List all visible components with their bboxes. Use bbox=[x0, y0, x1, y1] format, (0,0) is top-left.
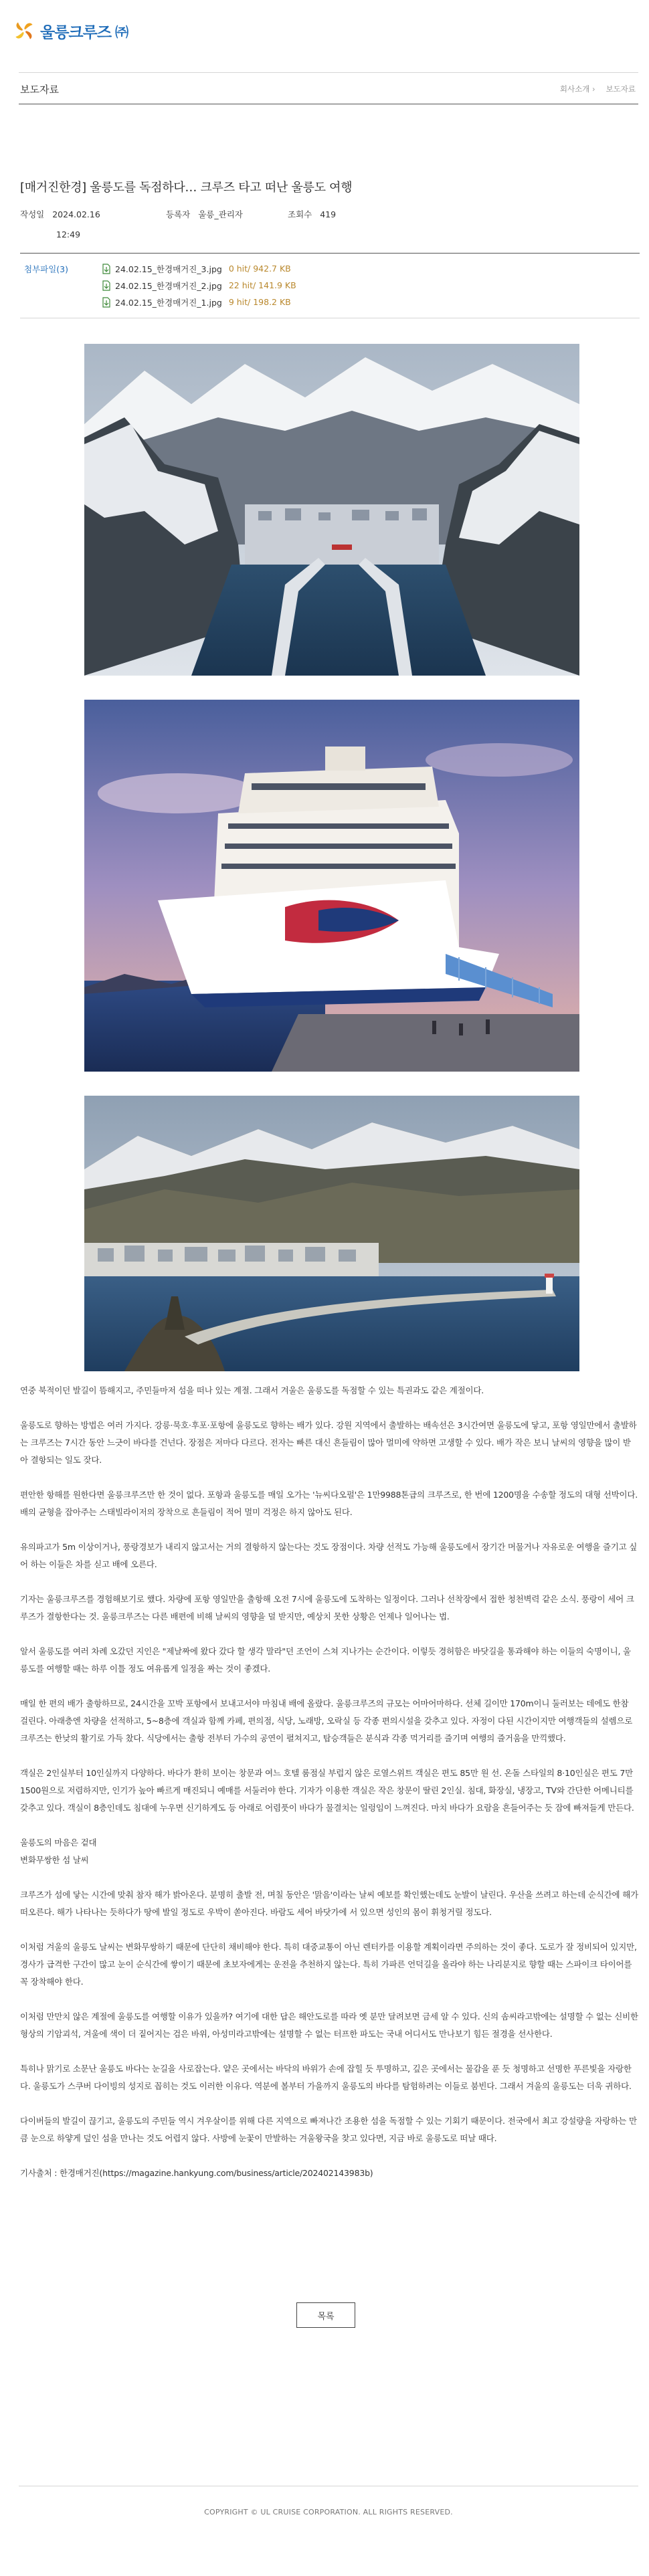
article-paragraph: 객실은 2인실부터 10인실까지 다양하다. 바다가 환히 보이는 창문과 여느 호텔 룸점실 부럽지 않은 로열스위트 객실은 편도 85만 원 선. 온돌 스타일의 8·10인실은 편도 7만1500원으로 저렴하지만, 인기가 높아 빠르게 매진되니 예매를 서둘러야 한다. 기자가 이용한 객실은 작은 창문이 딸린 2인실. 침대, 화장실, 냉장고, TV와 간단한 어메니티를 갖추고 있다. 객실이 8층인데도 침대에 누우면 신기하게도 등 아래로 어렴풋이 바다가 물결치는 일렁임이 느껴진다. 마치 바다가 요람을 흔들어주는 듯 잠에 빠져들게 만든다. bbox=[20, 1768, 634, 1813]
attachments-label: 첨부파일(3) bbox=[24, 264, 69, 274]
attachment-info: 22 hit/ 141.9 KB bbox=[228, 280, 296, 290]
sub-navigation bbox=[19, 72, 638, 104]
breadcrumb bbox=[560, 84, 636, 94]
file-download-icon bbox=[102, 264, 111, 274]
chevron-right-icon: › bbox=[591, 84, 595, 94]
site-header bbox=[0, 0, 649, 67]
breadcrumb-item-company[interactable]: 회사소개 › bbox=[559, 84, 595, 94]
site-footer bbox=[19, 2486, 638, 2526]
article-paragraph: 이처럼 만만치 않은 계절에 울릉도를 여행할 이유가 있을까? 여기에 대한 답은 해안도로를 따라 옛 분만 달려보면 금세 알 수 있다. 신의 솜씨라고밖에는 설명할 수 없는 신비한 형상의 기암괴석, 겨울에 색이 더 짙어지는 검은 바위, 아성미라고밖에는 설명할 수 없는 터프한 파도는 국내 어디서도 만나보기 힘든 절경을 선사한다. bbox=[20, 2011, 638, 2039]
file-download-icon bbox=[102, 280, 111, 291]
file-download-icon bbox=[102, 297, 111, 308]
article-body bbox=[20, 1382, 638, 2182]
article-paragraph: 크루즈가 섬에 닿는 시간에 맞춰 참자 해가 밝아온다. 분명히 출발 전, 며칠 동안은 '맑음'이라는 날씨 예보를 확인했는데도 눈발이 날린다. 우산을 쓰려고 하는데 순식간에 해가 떠오른다. 해가 나타나는 듯하다가 땅에 발일 정도로 우박이 쏟아진다. 바람도 세어 바닷가에 서 있으면 성인의 몸이 휘청거릴 정도다. bbox=[20, 1890, 638, 1917]
article-paragraph: 이처럼 겨울의 울릉도 날씨는 변화무쌍하기 때문에 단단히 채비해야 한다. 특히 대중교통이 아닌 렌터카를 이용할 계획이라면 주의하는 것이 좋다. 도로가 잘 정비되어 있지만, 경사가 급격한 구간이 많고 눈이 순식간에 쌓이기 때문에 초보자에게는 운전을 추천하지 않는다. 특히 가파른 언덕길을 올라야 하는 나리분지로 향할 때는 스파이크 타이어를 꼭 장착해야 한다. bbox=[20, 1942, 637, 1987]
views-label: 조회수 bbox=[288, 209, 312, 219]
article-paragraph: 유의파고가 5m 이상이거나, 풍랑경보가 내리지 않고서는 거의 결항하지 않는다는 것도 장점이다. 차량 선적도 가능해 울릉도에서 장기간 머물거나 자유로운 여행을 즐기고 싶어 하는 이들은 차를 싣고 배에 오른다. bbox=[20, 1542, 638, 1569]
attachment-info: 0 hit/ 942.7 KB bbox=[228, 264, 291, 274]
logo-corp-mark: ㈜ bbox=[115, 23, 129, 40]
article-paragraph: 울릉도로 향하는 방법은 여러 가지다. 강릉·묵호·후포·포항에 울릉도로 향하는 배가 있다. 강원 지역에서 출발하는 배속선은 3시간여면 울릉도에 닿고, 포항 영일만에서 출발하는 크루즈는 7시간 동안 느긋이 바다를 건넌다. 장점은 저마다 다르다. 전자는 빠른 대신 흔들림이 많아 멀미에 약하면 고생할 수 있다. 배가 작은 보니 날씨의 영향을 많이 받아 결항되는 일도 잦다. bbox=[20, 1420, 637, 1465]
writer-label: 등록자 bbox=[166, 209, 191, 219]
date-label: 작성일 bbox=[20, 209, 45, 219]
time-value: 12:49 bbox=[56, 229, 81, 239]
section-title: 보도자료 bbox=[20, 84, 59, 96]
article-paragraph: 매일 한 편의 배가 출항하므로, 24시간을 꼬박 포항에서 보내고서야 마침내 배에 올랐다. 울릉크루즈의 규모는 어마어마하다. 선체 길이만 170m이니 둘러보는 데에도 한참 걸린다. 아래층엔 차량을 선적하고, 5~8층에 객실과 함께 카페, 편의점, 식당, 노래방, 오락실 등 각종 편의시설을 갖추고 있다. 자정이 다된 시간이지만 여행객들의 설렘으로 크루즈는 한낮의 활기로 가득 찼다. 식당에서는 출항 전부터 가수의 공연이 펼쳐지고, 탑승객들은 분식과 각종 먹거리를 즐기며 여행의 즐거움을 만끽했다. bbox=[20, 1698, 633, 1743]
meta-views bbox=[288, 205, 336, 225]
attachment-name[interactable]: 24.02.15_한경매거진_2.jpg bbox=[115, 280, 222, 291]
attachment-item[interactable] bbox=[102, 294, 296, 310]
attachment-name[interactable]: 24.02.15_한경매거진_1.jpg bbox=[115, 297, 222, 308]
article-source: 기사출처 : 한경매거진(https://magazine.hankyung.com/business/article/202402143983b) bbox=[20, 2168, 373, 2178]
article-paragraph: 알서 울릉도를 여러 차례 오갔던 지인은 "제날짜에 왔다 갔다 할 생각 말라"던 조언이 스쳐 지나가는 순간이다. 이렇듯 경허함은 바닷길을 통과해야 하는 이들의 숙명이니, 울릉도를 여행할 때는 하루 이틀 정도 여유롭게 일정을 짜는 것이 좋겠다. bbox=[20, 1646, 631, 1674]
article-photo-snowy-port bbox=[84, 344, 579, 676]
date-value: 2024.02.16 bbox=[52, 209, 100, 219]
copyright-text: COPYRIGHT © UL CRUISE CORPORATION. ALL RIGHTS RESERVED. bbox=[204, 2508, 453, 2516]
article-paragraph: 특히나 맑기로 소문난 울릉도 바다는 눈길을 사로잡는다. 얕은 곳에서는 바닥의 바위가 손에 잡힐 듯 투명하고, 깊은 곳에서는 물감을 푼 듯 청명하고 선명한 푸른빛을 자랑한다. 울릉도가 스쿠버 다이빙의 성지로 꼽히는 것도 이러한 이유다. 역분에 볼부터 가을까지 울릉도의 바다를 탐험하려는 이들로 붐빈다. 그래서 겨울의 울릉도는 더욱 귀하다. bbox=[20, 2064, 632, 2091]
logo-text: 울릉크루즈 bbox=[40, 23, 112, 41]
article-photo-cruise-ship bbox=[84, 700, 579, 1072]
article-paragraph: 연중 북적이던 발길이 뜸해지고, 주민들마저 섬을 떠나 있는 계절. 그래서 겨울은 울릉도를 독점할 수 있는 특권과도 같은 계절이다. bbox=[20, 1385, 484, 1395]
meta-writer bbox=[166, 205, 243, 225]
attachments-box bbox=[20, 253, 640, 318]
attachments-list bbox=[102, 260, 296, 310]
site-logo[interactable] bbox=[12, 19, 128, 43]
attachment-item[interactable] bbox=[102, 260, 296, 277]
article-paragraph: 기자는 울릉크루즈를 경험해보기로 했다. 차량에 포항 영일만을 출항해 오전 7시에 울릉도에 도착하는 일정이다. 그러나 선착장에서 접한 청천벽력 같은 소식. 풍랑이 세어 크루즈가 결항한다는 것. 울릉크루즈는 다른 배편에 비해 날씨의 영향을 덜 받지만, 예상치 못한 상황은 언제나 일어나는 법. bbox=[20, 1594, 634, 1621]
attachment-info: 9 hit/ 198.2 KB bbox=[228, 297, 291, 307]
attachment-name[interactable]: 24.02.15_한경매거진_3.jpg bbox=[115, 264, 222, 274]
views-value: 419 bbox=[320, 209, 337, 219]
writer-value: 울릉_관리자 bbox=[198, 209, 243, 219]
list-button[interactable]: 목록 bbox=[296, 2302, 355, 2328]
article-subheading: 울릉도의 마음은 겉대 변화무쌍한 섬 날씨 bbox=[20, 1838, 97, 1865]
article-paragraph: 다이버들의 발길이 끊기고, 울릉도의 주민들 역시 겨우살이를 위해 다른 지역으로 빠져나간 조용한 섬을 독점할 수 있는 기회기 때문이다. 전국에서 최고 강설량을 자랑하는 만큼 눈으로 하얗게 덮인 섬을 만나는 것도 어렵지 않다. 사방에 눈꽃이 만발하는 겨울왕국을 찾고 있다면, 지금 바로 울릉도로 떠날 때다. bbox=[20, 2116, 637, 2143]
article-photo-harbor-town bbox=[84, 1096, 579, 1371]
meta-date bbox=[20, 205, 120, 245]
breadcrumb-item-press[interactable]: 보도자료 bbox=[606, 84, 636, 94]
attachment-item[interactable] bbox=[102, 277, 296, 294]
article-title: [매거진한경] 울릉도를 독점하다… 크루즈 타고 떠난 울릉도 여행 bbox=[20, 181, 353, 195]
article-paragraph: 편안한 항해를 원한다면 울릉크루즈만 한 것이 없다. 포항과 울릉도를 매일 오가는 '뉴씨다오펄'은 1만9988톤급의 크루즈로, 한 번에 1200명을 수송할 정도의 대형 선박이다. 배의 균형을 잡아주는 스태빌라이저의 장착으로 흔들림이 적어 멀미 걱정은 하지 않아도 된다. bbox=[20, 1490, 638, 1517]
logo-pinwheel-icon bbox=[12, 19, 36, 43]
